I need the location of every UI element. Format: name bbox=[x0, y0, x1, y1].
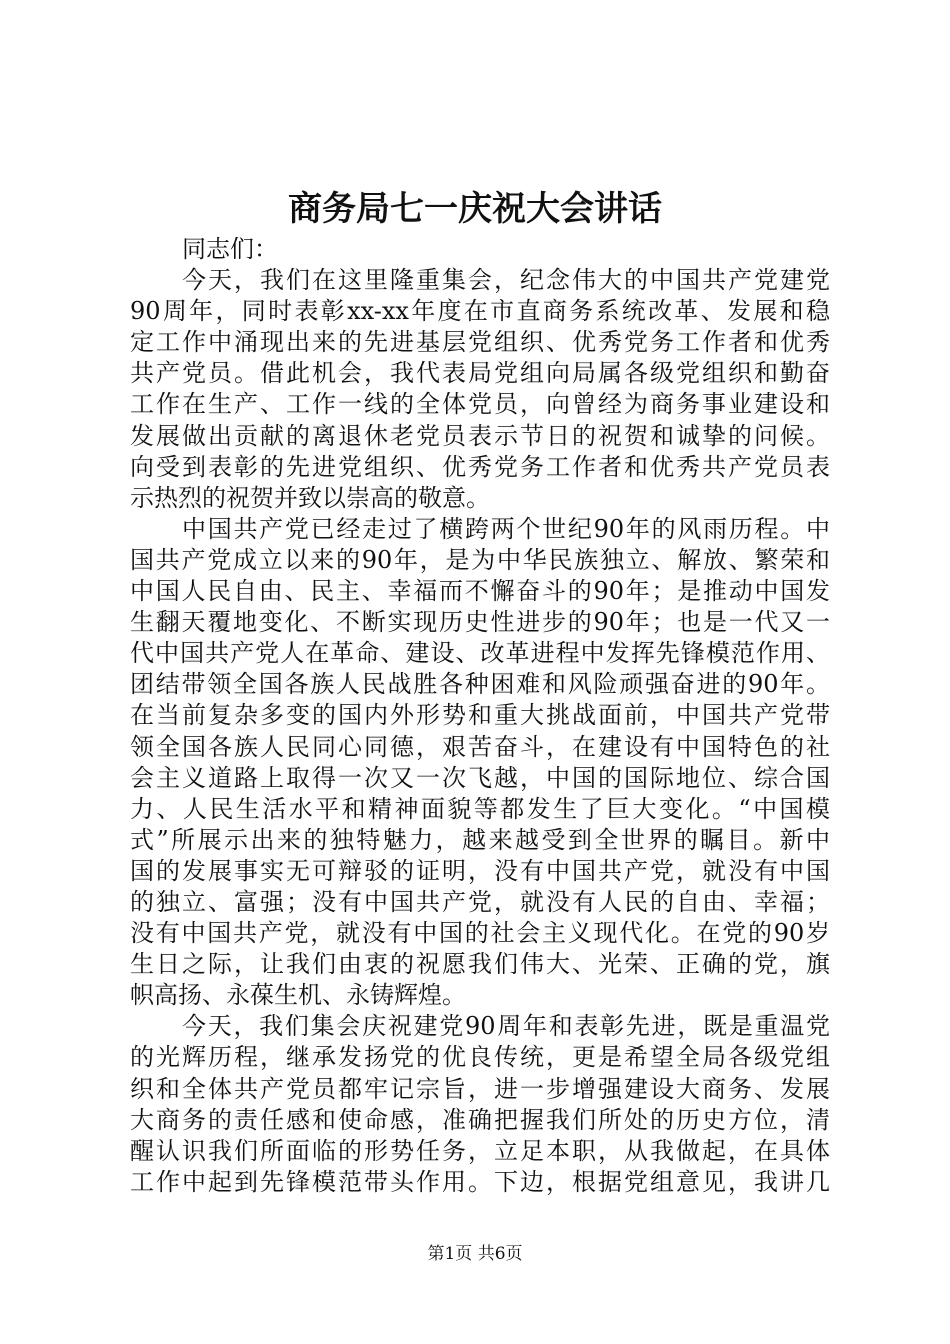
text-line: 今天，我们在这里隆重集会，纪念伟大的中国共产党建党 bbox=[182, 266, 830, 295]
text-line: 中国人民自由、民主、幸福而不懈奋斗的90年；是推动中国发 bbox=[130, 577, 830, 606]
text-line: 式”所展示出来的独特魅力，越来越受到全世界的瞩目。新中 bbox=[130, 825, 830, 854]
text-line: 同志们： bbox=[182, 235, 278, 263]
text-line: 国共产党成立以来的90年，是为中华民族独立、解放、繁荣和 bbox=[130, 545, 830, 574]
text-line: 代中国共产党人在革命、建设、改革进程中发挥先锋模范作用、 bbox=[130, 639, 830, 668]
text-line: 帜高扬、永葆生机、永铸辉煌。 bbox=[130, 981, 466, 1010]
text-line: 的光辉历程，继承发扬党的优良传统，更是希望全局各级党组 bbox=[130, 1043, 830, 1072]
text-line: 国的发展事实无可辩驳的证明，没有中国共产党，就没有中国 bbox=[130, 856, 830, 885]
text-line: 织和全体共产党员都牢记宗旨，进一步增强建设大商务、发展 bbox=[130, 1074, 830, 1103]
document-title: 商务局七一庆祝大会讲话 bbox=[288, 189, 662, 229]
text-line: 团结带领全国各族人民战胜各种困难和风险顽强奋进的90年。 bbox=[130, 670, 830, 699]
text-line: 力、人民生活水平和精神面貌等都发生了巨大变化。“中国模 bbox=[130, 794, 830, 823]
text-line: 领全国各族人民同心同德，艰苦奋斗，在建设有中国特色的社 bbox=[130, 732, 830, 761]
text-line: 大商务的责任感和使命感，准确把握我们所处的历史方位，清 bbox=[130, 1105, 830, 1134]
text-line: 向受到表彰的先进党组织、优秀党务工作者和优秀共产党员表 bbox=[130, 452, 830, 481]
text-line: 工作在生产、工作一线的全体党员，向曾经为商务事业建设和 bbox=[130, 390, 830, 419]
page-footer: 第1页 共6页 bbox=[427, 1244, 523, 1264]
text-line: 今天，我们集会庆祝建党90周年和表彰先进，既是重温党 bbox=[182, 1012, 830, 1041]
text-line: 90周年，同时表彰xx-xx年度在市直商务系统改革、发展和稳 bbox=[130, 297, 830, 326]
text-line: 定工作中涌现出来的先进基层党组织、优秀党务工作者和优秀 bbox=[130, 328, 830, 357]
text-line: 中国共产党已经走过了横跨两个世纪90年的风雨历程。中 bbox=[182, 514, 830, 543]
text-line: 发展做出贡献的离退休老党员表示节日的祝贺和诚挚的问候。 bbox=[130, 421, 830, 450]
text-line: 在当前复杂多变的国内外形势和重大挑战面前，中国共产党带 bbox=[130, 701, 830, 730]
text-line: 醒认识我们所面临的形势任务，立足本职，从我做起，在具体 bbox=[130, 1136, 830, 1165]
document-body bbox=[130, 234, 830, 1198]
text-line: 没有中国共产党，就没有中国的社会主义现代化。在党的90岁 bbox=[130, 919, 830, 948]
text-line: 工作中起到先锋模范带头作用。下边，根据党组意见，我讲几 bbox=[130, 1167, 830, 1196]
text-line: 示热烈的祝贺并致以崇高的敬意。 bbox=[130, 483, 490, 512]
text-line: 生日之际，让我们由衷的祝愿我们伟大、光荣、正确的党，旗 bbox=[130, 950, 830, 979]
text-line: 共产党员。借此机会，我代表局党组向局属各级党组织和勤奋 bbox=[130, 359, 830, 388]
text-line: 会主义道路上取得一次又一次飞越，中国的国际地位、综合国 bbox=[130, 763, 830, 792]
text-line: 的独立、富强；没有中国共产党，就没有人民的自由、幸福； bbox=[130, 887, 830, 916]
text-line: 生翻天覆地变化、不断实现历史性进步的90年；也是一代又一 bbox=[130, 608, 830, 637]
